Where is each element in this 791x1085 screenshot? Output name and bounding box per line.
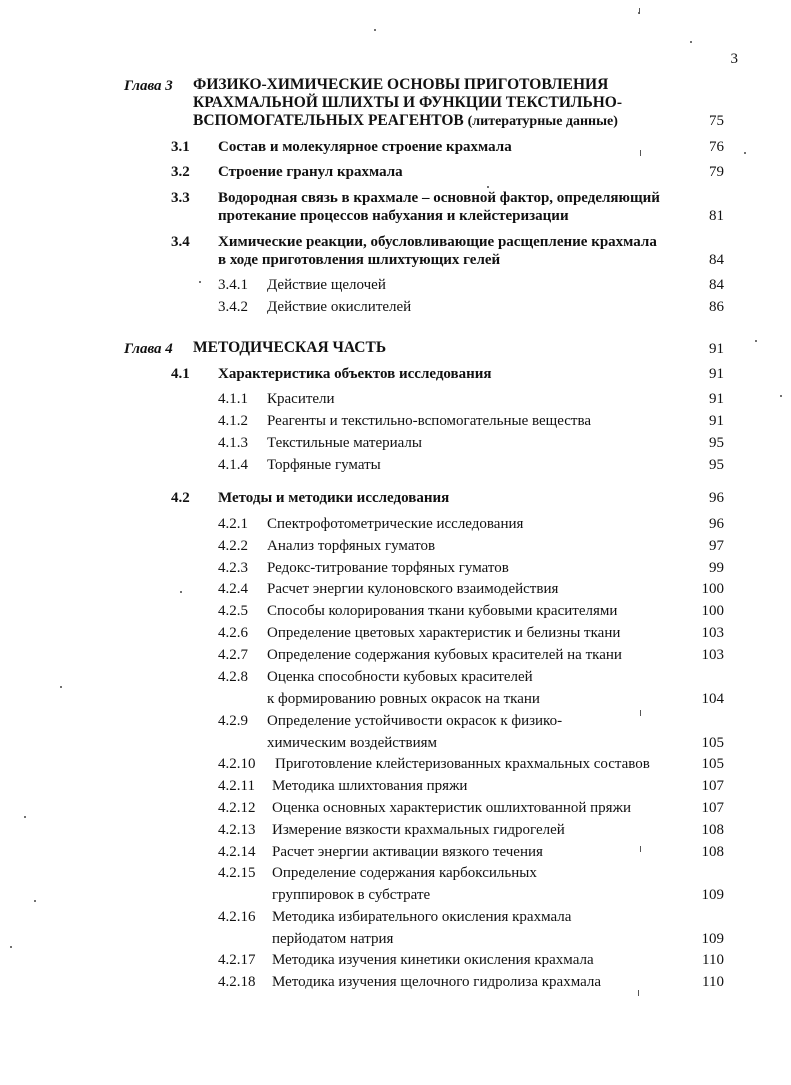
subsection-page: 100 — [701, 581, 724, 597]
scan-speck — [690, 41, 692, 43]
subsection-title: Торфяные гуматы — [267, 457, 381, 473]
subsection-number: 4.2.14 — [218, 844, 256, 860]
subsection-number: 4.2.15 — [218, 865, 256, 881]
subsection-number: 4.2.3 — [218, 560, 248, 576]
subsection-page: 105 — [701, 735, 724, 751]
subsection-title-cont: группировок в субстрате — [272, 887, 431, 903]
subsection-page: 103 — [701, 647, 724, 663]
chapter-title-note: (литературные данные) — [467, 114, 618, 129]
subsection-title: Оценка основных характеристик ошлихтованной пряжи — [272, 800, 631, 816]
section-page: 76 — [709, 139, 724, 155]
section-page: 91 — [709, 366, 724, 382]
subsection-page: 99 — [709, 560, 724, 576]
subsection-number: 4.2.1 — [218, 516, 248, 532]
chapter-title-line: ФИЗИКО-ХИМИЧЕСКИЕ ОСНОВЫ ПРИГОТОВЛЕНИЯ — [193, 76, 609, 93]
subsection-page: 96 — [709, 516, 724, 532]
section-title: Строение гранул крахмала — [218, 164, 403, 180]
subsection-title: Способы колорирования ткани кубовыми красителями — [267, 603, 618, 619]
scan-speck — [639, 8, 640, 14]
subsection-title-cont: перйодатом натрия — [272, 931, 394, 947]
subsection-number: 4.2.10 — [218, 756, 256, 772]
scan-speck — [374, 29, 376, 31]
subsection-title: Расчет энергии кулоновского взаимодействия — [267, 581, 559, 597]
section-page: 79 — [709, 164, 724, 180]
scan-speck — [640, 846, 641, 852]
scan-speck — [755, 340, 757, 342]
subsection-number: 4.2.18 — [218, 974, 256, 990]
subsection-title: Расчет энергии активации вязкого течения — [272, 844, 543, 860]
subsection-title: Анализ торфяных гуматов — [267, 538, 436, 554]
scan-speck — [640, 710, 641, 716]
subsection-title: Приготовление клейстеризованных крахмальных составов — [275, 756, 650, 772]
section-page: 81 — [709, 208, 724, 224]
section-number: 4.1 — [171, 366, 190, 382]
subsection-title: Методика изучения кинетики окисления крахмала — [272, 952, 594, 968]
scan-speck — [60, 686, 62, 688]
subsection-page: 110 — [702, 952, 724, 968]
subsection-title: Методика шлихтования пряжи — [272, 778, 468, 794]
section-title-cont: в ходе приготовления шлихтующих гелей — [218, 252, 501, 268]
subsection-page: 91 — [709, 391, 724, 407]
subsection-number: 4.1.1 — [218, 391, 248, 407]
subsection-number: 4.2.5 — [218, 603, 248, 619]
subsection-page: 107 — [701, 800, 724, 816]
section-number: 3.2 — [171, 164, 190, 180]
subsection-number: 4.2.6 — [218, 625, 248, 641]
scan-speck — [780, 395, 782, 397]
subsection-number: 4.2.17 — [218, 952, 256, 968]
subsection-title-cont: к формированию ровных окрасок на ткани — [267, 691, 540, 707]
subsection-title: Красители — [267, 391, 335, 407]
scan-speck — [34, 900, 36, 902]
section-page: 96 — [709, 490, 724, 506]
scan-speck — [487, 186, 489, 188]
subsection-page: 97 — [709, 538, 724, 554]
subsection-title: Определение цветовых характеристик и белизны ткани — [267, 625, 621, 641]
subsection-number: 4.2.11 — [218, 778, 255, 794]
subsection-page: 100 — [701, 603, 724, 619]
subsection-number: 3.4.1 — [218, 277, 248, 293]
subsection-number: 4.2.2 — [218, 538, 248, 554]
scan-speck — [180, 591, 182, 593]
subsection-title: Редокс-титрование торфяных гуматов — [267, 560, 509, 576]
subsection-title: Измерение вязкости крахмальных гидрогелей — [272, 822, 565, 838]
subsection-page: 110 — [702, 974, 724, 990]
subsection-page: 95 — [709, 457, 724, 473]
subsection-page: 107 — [701, 778, 724, 794]
chapter-title-line-text: ВСПОМОГАТЕЛЬНЫХ РЕАГЕНТОВ — [193, 112, 464, 129]
section-title: Характеристика объектов исследования — [218, 366, 492, 382]
section-number: 3.3 — [171, 190, 190, 206]
subsection-page: 84 — [709, 277, 724, 293]
subsection-title: Методика избирательного окисления крахмала — [272, 909, 572, 925]
scan-speck — [638, 990, 639, 996]
scan-speck — [640, 150, 641, 156]
subsection-title: Определение содержания кубовых красителей на ткани — [267, 647, 622, 663]
subsection-title: Определение содержания карбоксильных — [272, 865, 537, 881]
chapter-label: Глава 4 — [124, 341, 173, 357]
chapter-page: 91 — [709, 341, 724, 357]
section-title: Водородная связь в крахмале – основной фактор, определяющий — [218, 190, 660, 206]
subsection-number: 3.4.2 — [218, 299, 248, 315]
subsection-page: 109 — [701, 887, 724, 903]
subsection-number: 4.1.2 — [218, 413, 248, 429]
section-title-cont: протекание процессов набухания и клейстеризации — [218, 208, 569, 224]
subsection-page: 109 — [701, 931, 724, 947]
scan-speck — [744, 152, 746, 154]
chapter-page: 75 — [709, 113, 724, 129]
subsection-page: 91 — [709, 413, 724, 429]
subsection-page: 108 — [701, 822, 724, 838]
subsection-number: 4.2.8 — [218, 669, 248, 685]
subsection-page: 108 — [701, 844, 724, 860]
section-title: Методы и методики исследования — [218, 490, 450, 506]
scan-speck — [10, 946, 12, 948]
subsection-title: Оценка способности кубовых красителей — [267, 669, 533, 685]
section-number: 3.4 — [171, 234, 190, 250]
subsection-title: Определение устойчивости окрасок к физико- — [267, 713, 563, 729]
subsection-title: Действие окислителей — [267, 299, 412, 315]
subsection-number: 4.2.12 — [218, 800, 256, 816]
scan-speck — [24, 816, 26, 818]
chapter-title-line: КРАХМАЛЬНОЙ ШЛИХТЫ И ФУНКЦИИ ТЕКСТИЛЬНО- — [193, 94, 622, 111]
page-number: 3 — [730, 51, 738, 67]
section-title: Состав и молекулярное строение крахмала — [218, 139, 512, 155]
subsection-page: 103 — [701, 625, 724, 641]
section-number: 4.2 — [171, 490, 190, 506]
subsection-number: 4.1.4 — [218, 457, 248, 473]
subsection-title: Действие щелочей — [267, 277, 386, 293]
subsection-page: 86 — [709, 299, 724, 315]
scan-speck — [199, 281, 201, 283]
subsection-number: 4.1.3 — [218, 435, 248, 451]
subsection-title: Реагенты и текстильно-вспомогательные вещества — [267, 413, 592, 429]
subsection-number: 4.2.16 — [218, 909, 256, 925]
subsection-title-cont: химическим воздействиям — [267, 735, 438, 751]
subsection-page: 95 — [709, 435, 724, 451]
chapter-label: Глава 3 — [124, 78, 173, 94]
subsection-title: Спектрофотометрические исследования — [267, 516, 524, 532]
chapter-title: МЕТОДИЧЕСКАЯ ЧАСТЬ — [193, 339, 387, 356]
section-title: Химические реакции, обусловливающие расщепление крахмала — [218, 234, 657, 250]
subsection-page: 104 — [701, 691, 724, 707]
subsection-number: 4.2.13 — [218, 822, 256, 838]
section-number: 3.1 — [171, 139, 190, 155]
subsection-number: 4.2.4 — [218, 581, 248, 597]
chapter-title-line — [193, 112, 622, 131]
section-page: 84 — [709, 252, 724, 268]
subsection-title: Методика изучения щелочного гидролиза крахмала — [272, 974, 602, 990]
subsection-page: 105 — [701, 756, 724, 772]
subsection-title: Текстильные материалы — [267, 435, 422, 451]
chapter-title — [193, 76, 622, 131]
subsection-number: 4.2.7 — [218, 647, 248, 663]
subsection-number: 4.2.9 — [218, 713, 248, 729]
